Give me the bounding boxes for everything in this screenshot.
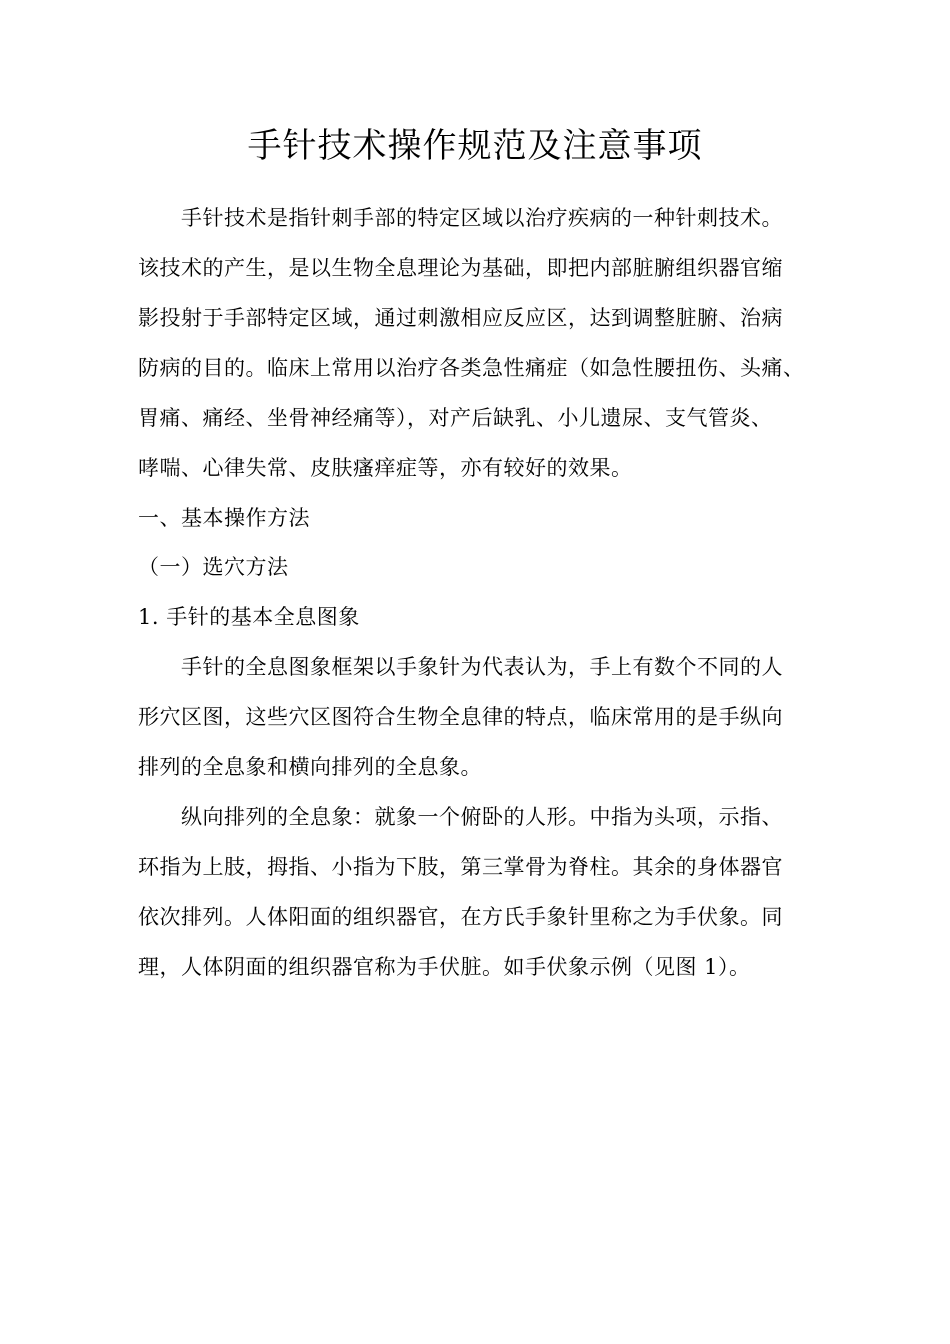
section-heading: 一、基本操作方法 <box>138 506 310 530</box>
paragraph-line: 手针的全息图象框架以手象针为代表认为，手上有数个不同的人 <box>181 655 783 679</box>
paragraph-line: 胃痛、痛经、坐骨神经痛等），对产后缺乳、小儿遗尿、支气管炎、 <box>138 406 773 430</box>
paragraph-line: 影投射于手部特定区域，通过刺激相应反应区，达到调整脏腑、治病 <box>138 306 783 330</box>
paragraph-line: 纵向排列的全息象：就象一个俯卧的人形。中指为头项，示指、 <box>181 805 783 829</box>
paragraph-line: 防病的目的。临床上常用以治疗各类急性痛症（如急性腰扭伤、头痛、 <box>138 356 805 380</box>
paragraph-line: 理，人体阴面的组织器官称为手伏脏。如手伏象示例（见图 1）。 <box>138 955 751 979</box>
subsection-heading: （一）选穴方法 <box>138 555 289 579</box>
paragraph-line: 该技术的产生，是以生物全息理论为基础，即把内部脏腑组织器官缩 <box>138 256 783 280</box>
document-title: 手针技术操作规范及注意事项 <box>247 126 703 166</box>
numbered-heading: 1. 手针的基本全息图象 <box>138 605 360 629</box>
paragraph-line: 环指为上肢，拇指、小指为下肢，第三掌骨为脊柱。其余的身体器官 <box>138 855 783 879</box>
paragraph-line: 形穴区图，这些穴区图符合生物全息律的特点，临床常用的是手纵向 <box>138 705 783 729</box>
paragraph-line: 依次排列。人体阳面的组织器官，在方氏手象针里称之为手伏象。同 <box>138 905 783 929</box>
paragraph-line: 手针技术是指针刺手部的特定区域以治疗疾病的一种针刺技术。 <box>181 206 783 230</box>
paragraph-line: 排列的全息象和横向排列的全息象。 <box>138 755 482 779</box>
paragraph-line: 哮喘、心律失常、皮肤瘙痒症等，亦有较好的效果。 <box>138 456 633 480</box>
